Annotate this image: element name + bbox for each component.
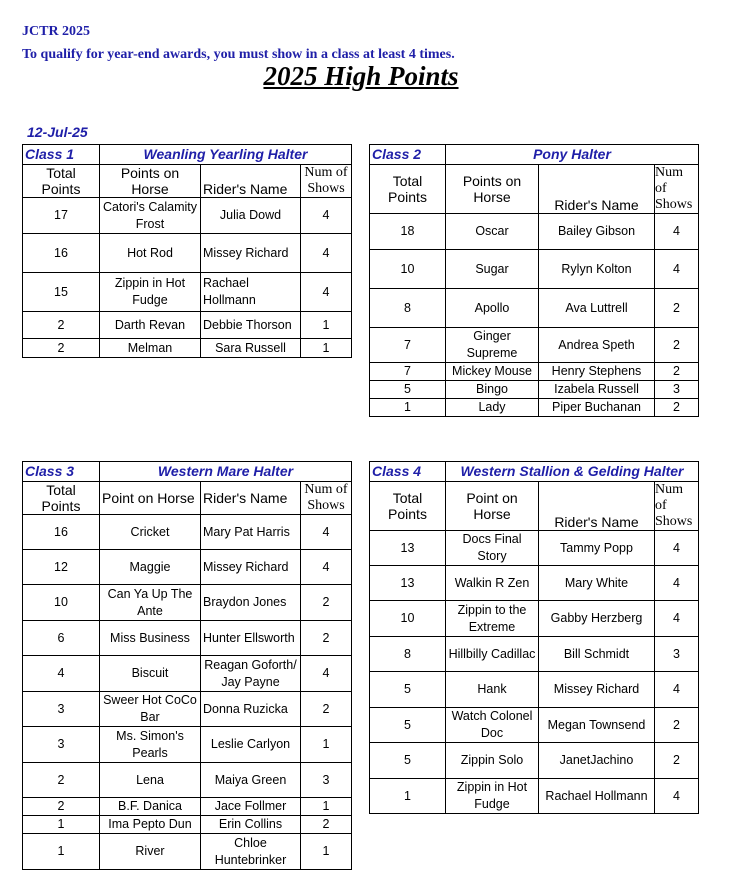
table-row (370, 363, 699, 381)
col-total-points: Total Points (23, 165, 100, 198)
col-rider: Rider's Name (201, 482, 301, 515)
row-points: 1 (23, 816, 100, 834)
class-1-table (22, 144, 352, 358)
class-header-bar (23, 462, 352, 482)
class-2-table (369, 144, 699, 417)
row-points: 10 (23, 585, 100, 621)
table-row (370, 289, 699, 328)
row-rider: Gabby Herzberg (539, 601, 655, 637)
org-name: JCTR 2025 (22, 24, 91, 39)
row-horse: Zippin to the Extreme (446, 601, 539, 637)
row-shows: 2 (655, 399, 699, 417)
row-points: 18 (370, 214, 446, 250)
row-rider: Tammy Popp (539, 531, 655, 566)
row-rider: Jace Follmer (201, 798, 301, 816)
row-rider: Izabela Russell (539, 381, 655, 399)
row-horse: Oscar (446, 214, 539, 250)
row-shows: 4 (655, 672, 699, 708)
row-shows: 1 (301, 339, 352, 358)
class-4-table (369, 461, 699, 814)
row-points: 4 (23, 656, 100, 692)
col-rider: Rider's Name (539, 482, 655, 531)
row-points: 5 (370, 381, 446, 399)
row-horse: Mickey Mouse (446, 363, 539, 381)
col-horse: Point on Horse (100, 482, 201, 515)
row-rider: Hunter Ellsworth (201, 621, 301, 656)
row-points: 2 (23, 798, 100, 816)
row-shows: 4 (301, 515, 352, 550)
table-row (370, 531, 699, 566)
row-rider: Missey Richard (201, 234, 301, 273)
row-shows: 1 (301, 312, 352, 339)
class-name: Weanling Yearling Halter (100, 145, 352, 165)
row-shows: 2 (301, 692, 352, 727)
row-rider: Ava Luttrell (539, 289, 655, 328)
table-row (23, 515, 352, 550)
class-label: Class 3 (23, 462, 100, 482)
class-label: Class 4 (370, 462, 446, 482)
class-header-bar (370, 145, 699, 165)
row-horse: Can Ya Up The Ante (100, 585, 201, 621)
row-rider: Rylyn Kolton (539, 250, 655, 289)
column-header-row (370, 482, 699, 531)
table-row (23, 816, 352, 834)
row-horse: Zippin in Hot Fudge (100, 273, 201, 312)
col-rider: Rider's Name (201, 165, 301, 198)
row-points: 5 (370, 708, 446, 743)
table-row (23, 198, 352, 234)
row-shows: 1 (301, 798, 352, 816)
row-points: 3 (23, 692, 100, 727)
table-row (23, 550, 352, 585)
table-row (23, 763, 352, 798)
row-rider: Bill Schmidt (539, 637, 655, 672)
row-points: 12 (23, 550, 100, 585)
row-points: 5 (370, 672, 446, 708)
row-rider: Mary White (539, 566, 655, 601)
row-rider: Rachael Hollmann (539, 779, 655, 814)
row-rider: Sara Russell (201, 339, 301, 358)
row-points: 2 (23, 763, 100, 798)
table-row (370, 743, 699, 779)
row-points: 3 (23, 727, 100, 763)
row-points: 10 (370, 601, 446, 637)
row-shows: 2 (301, 816, 352, 834)
table-row (23, 585, 352, 621)
row-points: 1 (370, 779, 446, 814)
table-row (23, 339, 352, 358)
row-rider: Andrea Speth (539, 328, 655, 363)
row-shows: 4 (655, 601, 699, 637)
row-shows: 3 (301, 763, 352, 798)
row-horse: Ms. Simon's Pearls (100, 727, 201, 763)
row-shows: 4 (655, 214, 699, 250)
row-horse: Docs Final Story (446, 531, 539, 566)
row-points: 2 (23, 339, 100, 358)
table-row (370, 601, 699, 637)
row-shows: 2 (655, 363, 699, 381)
row-points: 1 (370, 399, 446, 417)
row-shows: 2 (301, 585, 352, 621)
row-rider: Erin Collins (201, 816, 301, 834)
class-label: Class 1 (23, 145, 100, 165)
row-points: 8 (370, 637, 446, 672)
row-rider: Julia Dowd (201, 198, 301, 234)
row-points: 2 (23, 312, 100, 339)
table-row (370, 708, 699, 743)
col-total-points: Total Points (23, 482, 100, 515)
row-points: 5 (370, 743, 446, 779)
table-row (370, 566, 699, 601)
row-horse: Hank (446, 672, 539, 708)
row-points: 17 (23, 198, 100, 234)
row-shows: 2 (655, 328, 699, 363)
table-row (23, 273, 352, 312)
row-rider: Missey Richard (201, 550, 301, 585)
row-horse: Melman (100, 339, 201, 358)
row-horse: Hillbilly Cadillac (446, 637, 539, 672)
table-row (23, 656, 352, 692)
table-row (370, 328, 699, 363)
qualification-note: To qualify for year-end awards, you must show in a class at least 4 times. (22, 47, 455, 62)
row-rider: Megan Townsend (539, 708, 655, 743)
page-title: 2025 High Points (263, 61, 459, 91)
row-horse: Sugar (446, 250, 539, 289)
row-shows: 2 (655, 743, 699, 779)
row-horse: Apollo (446, 289, 539, 328)
row-rider: Leslie Carlyon (201, 727, 301, 763)
row-rider: Piper Buchanan (539, 399, 655, 417)
row-horse: Cricket (100, 515, 201, 550)
row-horse: Zippin in Hot Fudge (446, 779, 539, 814)
row-horse: Maggie (100, 550, 201, 585)
row-shows: 4 (301, 656, 352, 692)
row-rider: JanetJachino (539, 743, 655, 779)
row-points: 1 (23, 834, 100, 870)
row-rider: Missey Richard (539, 672, 655, 708)
row-shows: 4 (655, 779, 699, 814)
column-header-row (23, 165, 352, 198)
table-row (23, 692, 352, 727)
row-shows: 1 (301, 834, 352, 870)
row-horse: Walkin R Zen (446, 566, 539, 601)
row-shows: 4 (301, 198, 352, 234)
row-points: 10 (370, 250, 446, 289)
row-points: 13 (370, 531, 446, 566)
row-horse: Darth Revan (100, 312, 201, 339)
row-rider: Henry Stephens (539, 363, 655, 381)
table-row (370, 381, 699, 399)
row-horse: Watch Colonel Doc (446, 708, 539, 743)
row-rider: Reagan Goforth/ Jay Payne (201, 656, 301, 692)
col-total-points: Total Points (370, 482, 446, 531)
table-row (370, 637, 699, 672)
row-shows: 3 (655, 637, 699, 672)
class-name: Western Stallion & Gelding Halter (446, 462, 699, 482)
table-row (370, 250, 699, 289)
row-shows: 4 (655, 250, 699, 289)
table-row (23, 312, 352, 339)
row-rider: Donna Ruzicka (201, 692, 301, 727)
class-3-table (22, 461, 352, 870)
class-name: Western Mare Halter (100, 462, 352, 482)
row-shows: 4 (655, 531, 699, 566)
row-rider: Debbie Thorson (201, 312, 301, 339)
row-shows: 2 (655, 289, 699, 328)
report-date: 12-Jul-25 (27, 124, 88, 140)
col-num-shows: Num of Shows (301, 165, 352, 198)
col-total-points: Total Points (370, 165, 446, 214)
row-shows: 3 (655, 381, 699, 399)
row-rider: Maiya Green (201, 763, 301, 798)
table-row (23, 727, 352, 763)
row-points: 16 (23, 515, 100, 550)
row-rider: Braydon Jones (201, 585, 301, 621)
row-points: 7 (370, 363, 446, 381)
row-shows: 4 (655, 566, 699, 601)
col-num-shows: Num of Shows (655, 482, 699, 531)
col-num-shows: Num of Shows (301, 482, 352, 515)
table-row (370, 779, 699, 814)
row-horse: Lady (446, 399, 539, 417)
col-rider: Rider's Name (539, 165, 655, 214)
row-points: 8 (370, 289, 446, 328)
class-header-bar (23, 145, 352, 165)
table-row (370, 214, 699, 250)
class-header-bar (370, 462, 699, 482)
table-row (23, 621, 352, 656)
row-shows: 1 (301, 727, 352, 763)
row-horse: B.F. Danica (100, 798, 201, 816)
row-horse: Bingo (446, 381, 539, 399)
table-row (370, 672, 699, 708)
col-horse: Points on Horse (446, 165, 539, 214)
row-horse: River (100, 834, 201, 870)
row-shows: 2 (301, 621, 352, 656)
column-header-row (23, 482, 352, 515)
table-row (23, 798, 352, 816)
table-row (370, 399, 699, 417)
table-row (23, 834, 352, 870)
table-row (23, 234, 352, 273)
row-shows: 4 (301, 550, 352, 585)
col-horse: Point on Horse (446, 482, 539, 531)
col-num-shows: Num of Shows (655, 165, 699, 214)
row-horse: Zippin Solo (446, 743, 539, 779)
row-points: 15 (23, 273, 100, 312)
col-horse: Points on Horse (100, 165, 201, 198)
row-points: 6 (23, 621, 100, 656)
row-shows: 4 (301, 234, 352, 273)
row-horse: Ginger Supreme (446, 328, 539, 363)
row-horse: Sweer Hot CoCo Bar (100, 692, 201, 727)
class-name: Pony Halter (446, 145, 699, 165)
row-rider: Rachael Hollmann (201, 273, 301, 312)
row-horse: Hot Rod (100, 234, 201, 273)
column-header-row (370, 165, 699, 214)
row-points: 16 (23, 234, 100, 273)
row-horse: Miss Business (100, 621, 201, 656)
row-shows: 4 (301, 273, 352, 312)
row-shows: 2 (655, 708, 699, 743)
class-label: Class 2 (370, 145, 446, 165)
row-rider: Mary Pat Harris (201, 515, 301, 550)
row-points: 13 (370, 566, 446, 601)
row-horse: Biscuit (100, 656, 201, 692)
row-horse: Ima Pepto Dun (100, 816, 201, 834)
row-points: 7 (370, 328, 446, 363)
row-horse: Lena (100, 763, 201, 798)
row-rider: Bailey Gibson (539, 214, 655, 250)
row-horse: Catori's Calamity Frost (100, 198, 201, 234)
row-rider: Chloe Huntebrinker (201, 834, 301, 870)
